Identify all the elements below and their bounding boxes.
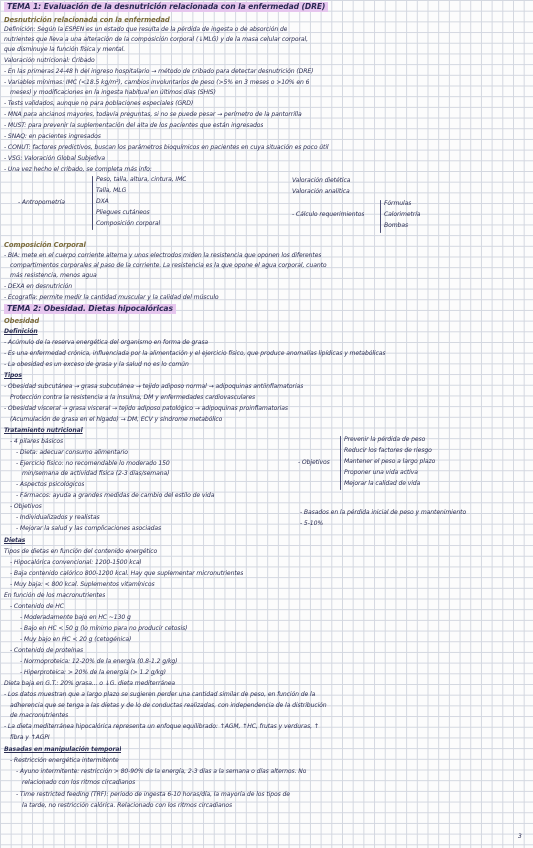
brace-objetivos (340, 436, 341, 490)
subsection-heading: Basadas en manipulación temporal (4, 746, 122, 753)
text-line: Protección contra la resistencia a la insulina, DM y enfermedades cardiovasculares (10, 394, 256, 401)
list-item: Composición corporal (96, 220, 161, 227)
text-line: - Los datos muestran que a largo plazo se sugieren perder una cantidad similar de peso, en función de la (4, 691, 316, 698)
list-item: Pliegues cutáneos (96, 209, 150, 216)
text-line: - VSG: Valoración Global Subjetiva (4, 155, 106, 162)
text-line: - Time restricted feeding (TRF): periodo de ingesta 6-10 horas/día, la mayoría de los tipos de (16, 791, 290, 798)
text-line: relacionado con los ritmos circadianos (22, 779, 136, 786)
subsection-heading: Tipos (4, 372, 22, 379)
text-line: - Bajo en HC < 50 g (lo mínimo para no producir cetosis) (20, 625, 188, 632)
text-line: - BIA: mete en el cuerpo corriente alterna y unos electrodos miden la resistencia que oponen los diferentes (4, 252, 322, 259)
text-line: - Baja contenido calórico 800-1200 kcal. Hay que suplementar micronutrientes (10, 570, 244, 577)
list-item: Mejorar la calidad de vida (344, 480, 421, 487)
text-line: - Ecografía: permite medir la cantidad muscular y la calidad del músculo (4, 294, 219, 301)
text-line: - Normoproteica: 12-20% de la energía (0.8-1.2 g/kg) (20, 658, 178, 665)
section-heading: Composición Corporal (4, 241, 86, 249)
text-line: (Acumulación de grasa en el hígado) → DM, ECV y síndrome metabólico (10, 416, 223, 423)
text-line: - Obesidad visceral → grasa visceral → tejido adiposo patológico → adipoquinas proinflamatorias (4, 405, 288, 412)
text-line: min/semana de actividad física (2-3 días/semana) (22, 470, 170, 477)
text-line: - La dieta mediterránea hipocalórica representa un enfoque equilibrado: ↑AGM, ↑HC, frutas y verduras, ↑ (4, 723, 319, 730)
text-line: - Es una enfermedad crónica, influenciada por la alimentación y el ejercicio físico, que produce anomalías lipídicas y metabólicas (4, 350, 386, 357)
text-line: - MUST: para prevenir la suplementación del alta de los pacientes que están ingresados (4, 122, 264, 129)
text-line: - Fármacos: ayuda a grandes medidas de cambio del estilo de vida (16, 492, 215, 499)
text-line: - Restricción energética intermitente (10, 757, 119, 764)
text-line: Tipos de dietas en función del contenido energético (4, 548, 158, 555)
text-line: adherencia que se tenga a las dietas y de lo de conductas realizadas, con independencia de la distribución (10, 702, 327, 709)
text-line: - Contenido de proteínas (10, 647, 84, 654)
text-line: la tarde, no restricción calórica. Relacionado con los ritmos circadianos (22, 802, 233, 809)
text-line: - Contenido de HC (10, 603, 64, 610)
text-line: - MNA para ancianos mayores, todavía preguntas, si no se puede pesar → perímetro de la pantorrilla (4, 111, 302, 118)
list-item: Bombas (384, 222, 409, 229)
list-item: Valoración dietética (292, 177, 351, 184)
text-line: - Acúmulo de la reserva energética del organismo en forma de grasa (4, 339, 209, 346)
text-line: En función de los macronutrientes (4, 592, 106, 599)
text-line: nutrientes que lleva a una alteración de la composición corporal (↓MLG) y de la masa celular corporal, (4, 36, 308, 43)
text-line: de macronutrientes (10, 712, 69, 719)
list-item: Calorimetría (384, 211, 421, 218)
text-line: - Ayuno intermitente: restricción > 80-90% de la energía, 2-3 días a la semana o días alternos. No (16, 768, 307, 775)
list-item: Reducir los factores de riesgo (344, 447, 432, 454)
text-line: - Individualizados y realistas (16, 514, 100, 521)
text-line: Definición: Según la ESPEN es un estado que resulta de la pérdida de ingesta o de absorción de (4, 26, 288, 33)
antropometria-label: - Antropometría (18, 199, 65, 206)
text-line: - Hipocalórica convencional: 1200-1500 kcal (10, 559, 142, 566)
section-heading: Desnutrición relacionada con la enfermedad (4, 16, 170, 24)
text-line: - Dieta: adecuar consumo alimentario (16, 449, 128, 456)
text-line: - Objetivos (10, 503, 42, 510)
text-line: - Una vez hecho el cribado, se completa más info: (4, 166, 152, 173)
list-item: Valoración analítica (292, 188, 350, 195)
list-item: Talla, MLG (96, 187, 127, 194)
text-line: - CONUT: factores predictivos, buscan los parámetros bioquímicos en pacientes en cuya situación es poco útil (4, 144, 329, 151)
calculo-label: - Cálculo requerimientos (292, 211, 365, 218)
text-line: - Muy baja: < 800 kcal. Suplementos vitamínicos (10, 581, 155, 588)
text-line: meses) y modificaciones en la ingesta habitual en últimos días (SHIS) (10, 89, 216, 96)
brace-antropometria (92, 176, 93, 230)
list-item: Mantener el peso a largo plazo (344, 458, 436, 465)
text-line: - Aspectos psicológicos (16, 481, 85, 488)
brace-calculo (380, 200, 381, 233)
objetivos-label: - Objetivos (298, 459, 330, 466)
text-line: Valoración nutricional: Cribado (4, 57, 95, 64)
text-line: - Variables mínimas: IMC (<18.5 kg/m²), cambios involuntarios de peso (>5% en 3 meses o >10% en 6 (4, 79, 310, 86)
text-line: - Muy bajo en HC < 20 g (cetogénica) (20, 636, 132, 643)
list-item: Fórmulas (384, 200, 412, 207)
text-line: - En las primeras 24-48 h del ingreso hospitalario → método de cribado para detectar desnutrición (DRE) (4, 68, 314, 75)
section-heading: Obesidad (4, 317, 40, 325)
text-line: - Hiperproteica: > 20% de la energía (> 1.2 g/kg) (20, 669, 166, 676)
text-line: - 4 pilares básicos (10, 438, 64, 445)
text-line: - La obesidad es un exceso de grasa y la salud no es lo común (4, 361, 189, 368)
text-line: - Tests validados, aunque no para poblaciones especiales (GRD) (4, 100, 194, 107)
list-item: Prevenir la pérdida de peso (344, 436, 426, 443)
section-title: TEMA 2: Obesidad. Dietas hipocalóricas (4, 304, 176, 314)
text-line: - DEXA en desnutrición (4, 283, 73, 290)
text-line: - Obesidad subcutánea → grasa subcutánea → tejido adiposo normal → adipoquinas antiinflamatorias (4, 383, 304, 390)
text-line: más resistencia, menos agua (10, 272, 97, 279)
text-line: compartimentos corporales al paso de la corriente. La resistencia es la que opone el agua corporal, cuanto (10, 262, 327, 269)
subsection-heading: Definición (4, 328, 38, 335)
list-item: Proponer una vida activa (344, 469, 418, 476)
text-line: que disminuye la función física y mental. (4, 46, 126, 53)
text-line: - Mejorar la salud y las complicaciones asociadas (16, 525, 162, 532)
text-line: - SNAQ: en pacientes ingresados (4, 133, 101, 140)
text-line: - Moderadamente bajo en HC ~130 g (20, 614, 131, 621)
page-number: 3 (518, 833, 522, 840)
subsection-heading: Tratamiento nutricional (4, 427, 83, 434)
text-line: - Ejercicio físico: no recomendable lo moderado 150 (16, 460, 170, 467)
text-line: fibra y ↑AGPI (10, 734, 50, 741)
subsection-heading: Dietas (4, 537, 26, 544)
page-title: TEMA 1: Evaluación de la desnutrición relacionada con la enfermedad (DRE) (4, 2, 328, 12)
list-item: Peso, talla, altura, cintura, IMC (96, 176, 187, 183)
text-line: - Basados en la pérdida inicial de peso y mantenimiento (300, 509, 467, 516)
list-item: DXA (96, 198, 109, 205)
text-line: - 5-10% (300, 520, 324, 527)
text-line: Dieta baja en G.T.: 20% grasa... o ↓G. dieta mediterránea (4, 680, 176, 687)
